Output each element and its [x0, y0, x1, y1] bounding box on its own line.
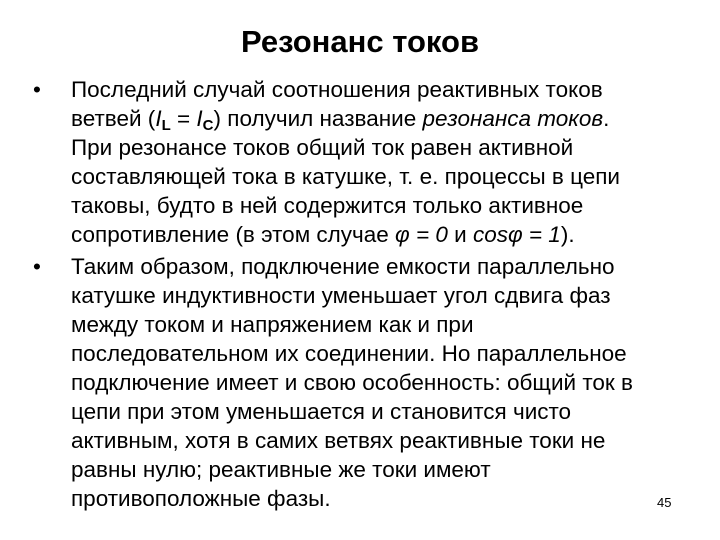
subscript-l: L [161, 117, 171, 134]
text-segment: ). [560, 222, 575, 247]
current-symbol-il [155, 106, 171, 134]
text-segment: ветвей ( [71, 106, 156, 131]
bullet-item [33, 75, 693, 249]
text-line: подключение имеет и свою особенность: общий ток в [71, 370, 633, 395]
page-number: 45 [657, 495, 672, 510]
text-line: таковы, будто в ней содержится только активное [71, 193, 584, 218]
text-line: цепи при этом уменьшается и становится чисто [71, 399, 572, 424]
text-line: составляющей тока в катушке, т. е. процессы в цепи [71, 164, 620, 189]
text-segment: и [447, 222, 473, 247]
formula-cosphi: cosφ = 1 [472, 222, 561, 247]
text-line: между током и напряжением как и при [71, 312, 474, 337]
term-emphasis: резонанса токов [422, 106, 604, 131]
text-line: При резонансе токов общий ток равен активной [71, 135, 574, 160]
slide-title: Резонанс токов [240, 24, 480, 59]
current-symbol-ic [196, 106, 214, 134]
bullet-list [33, 75, 693, 516]
text-line [71, 220, 693, 249]
text-line: равны нулю; реактивные же токи имеют [71, 457, 491, 482]
text-segment: ) получил название [213, 106, 423, 131]
current-letter: I [155, 106, 162, 131]
text-line: Таким образом, подключение емкости параллельно [71, 254, 615, 279]
text-segment: = [170, 106, 197, 131]
bullet-marker: • [33, 254, 41, 279]
bullet-marker: • [33, 77, 41, 102]
text-line: последовательном их соединении. Но параллельное [71, 341, 627, 366]
text-line: Последний случай соотношения реактивных токов [71, 77, 603, 102]
text-line [71, 104, 693, 133]
text-line: активным, хотя в самих ветвях реактивные токи не [71, 428, 606, 453]
text-line: катушке индуктивности уменьшает угол сдвига фаз [71, 283, 611, 308]
text-segment: . [603, 106, 610, 131]
formula-phi: φ = 0 [395, 222, 448, 247]
text-segment: сопротивление (в этом случае [71, 222, 396, 247]
bullet-item [33, 252, 693, 513]
current-letter: I [196, 106, 203, 131]
text-line: противоположные фазы. [71, 486, 331, 511]
subscript-c: C [202, 117, 214, 134]
